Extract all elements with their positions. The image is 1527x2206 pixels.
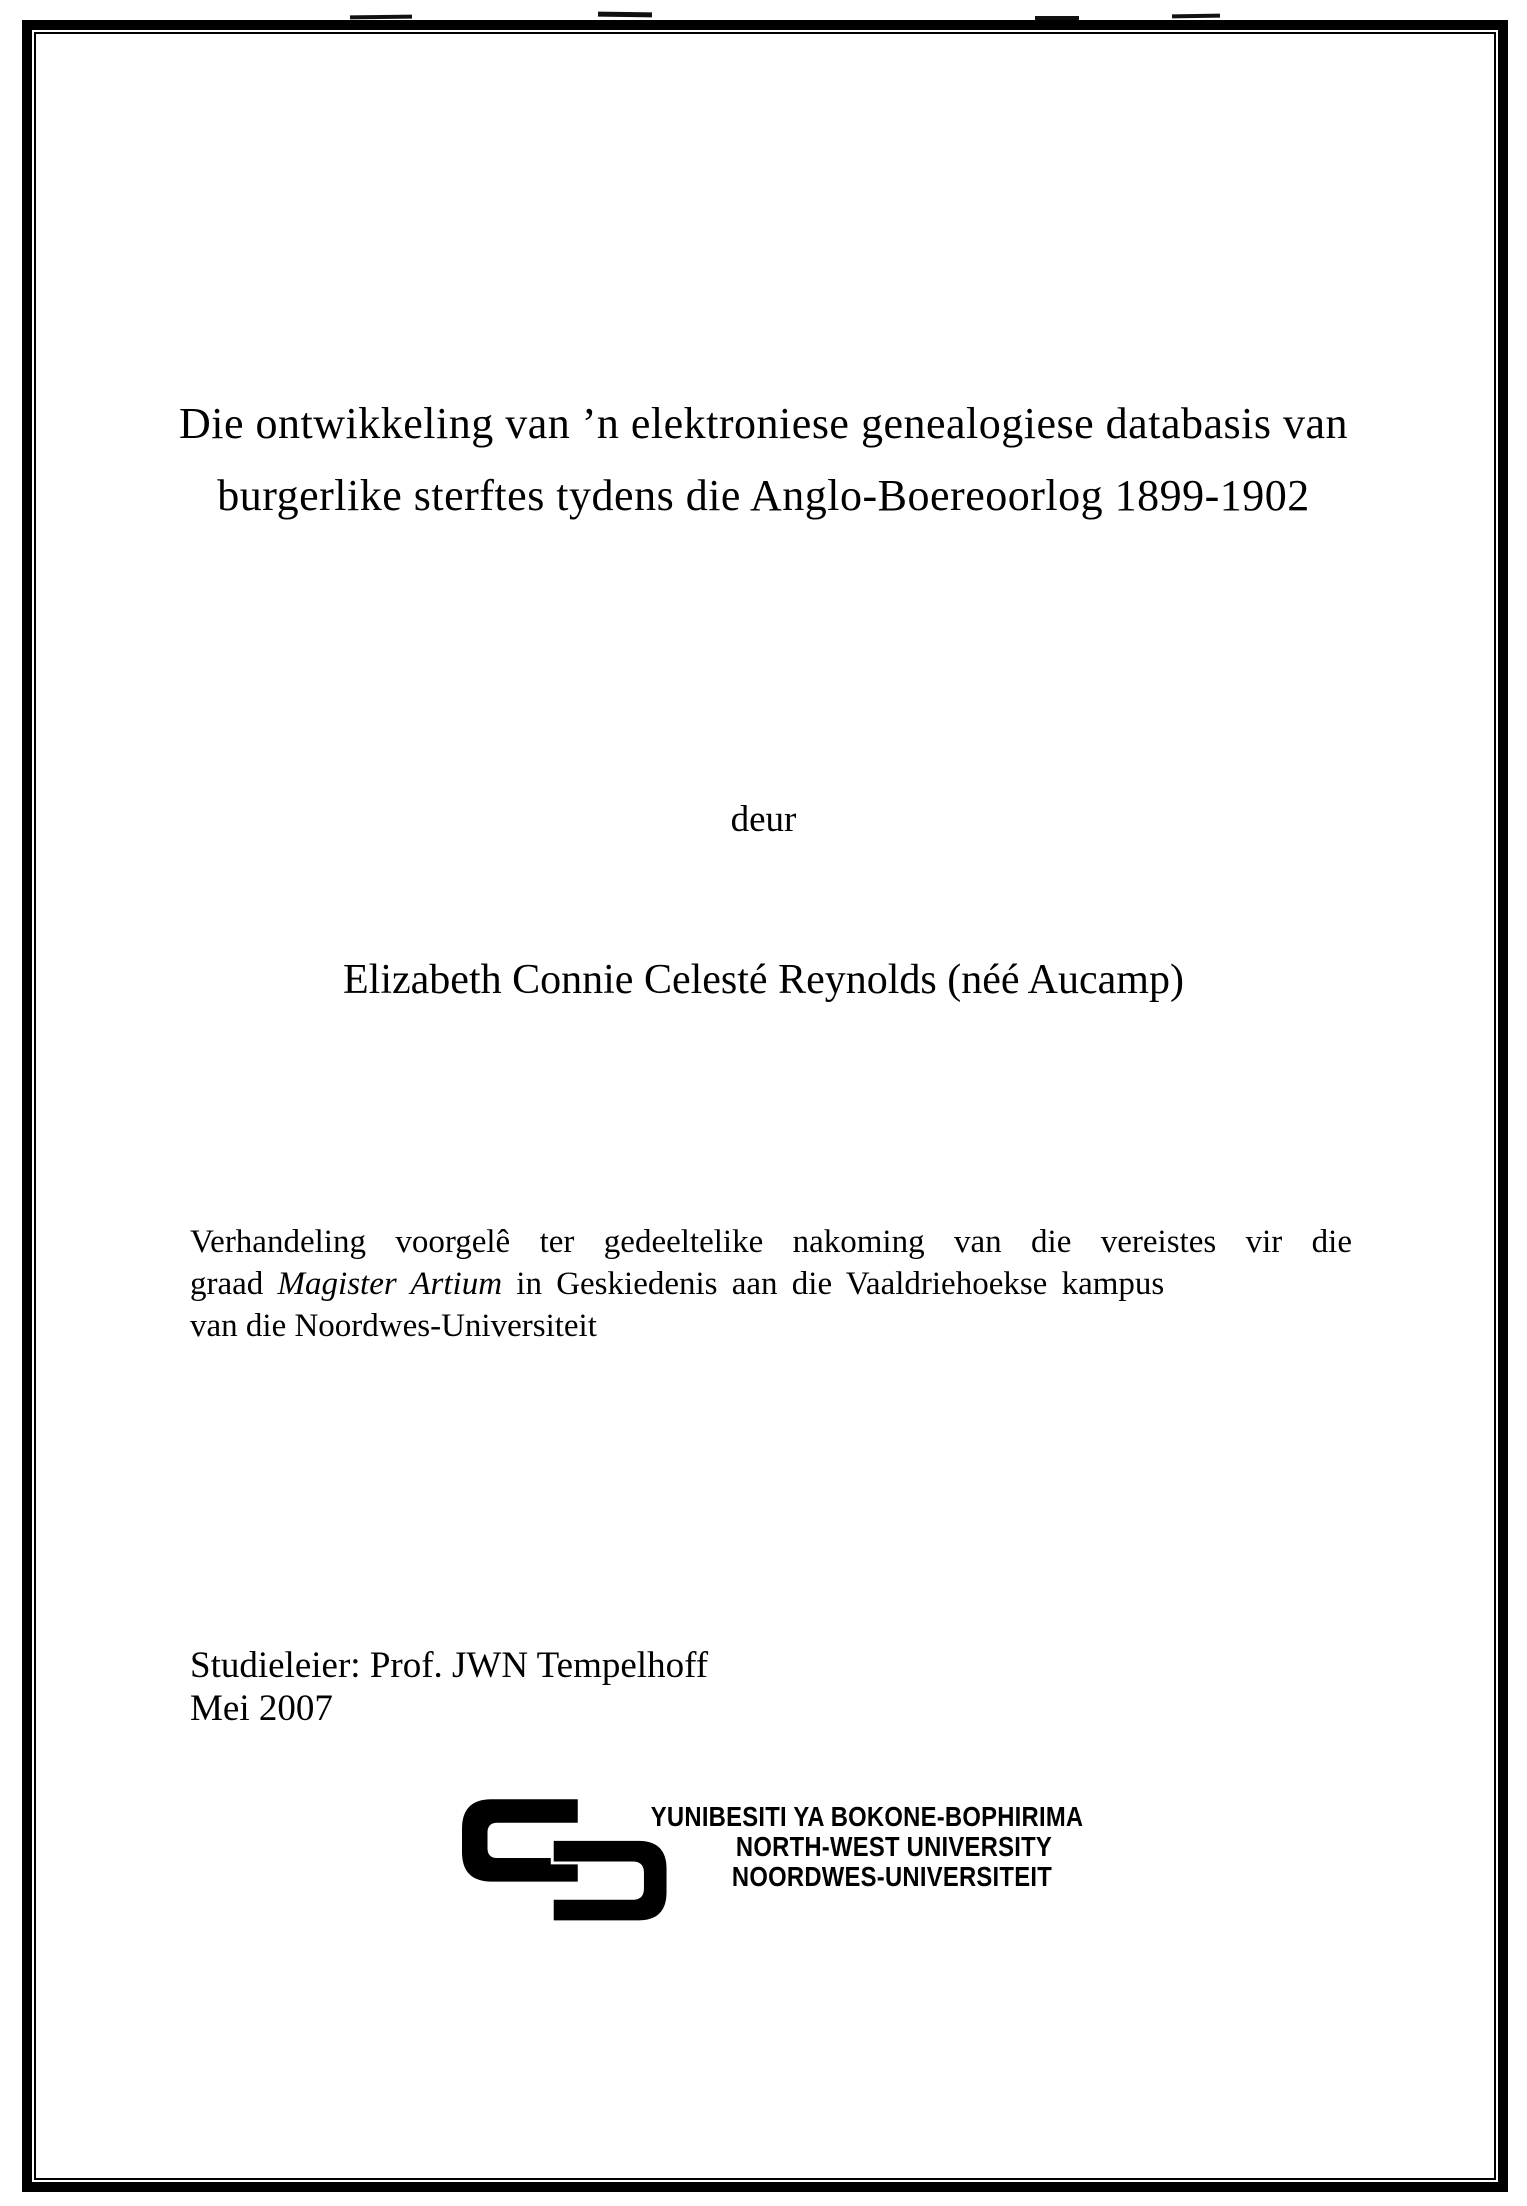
author-name: Elizabeth Connie Celesté Reynolds (néé Aucamp) — [343, 957, 1184, 1003]
university-logo — [462, 1799, 1084, 1944]
submission-line-1: Verhandeling voorgelê ter gedeeltelike nakoming van die vereistes vir die — [190, 1224, 1352, 1260]
degree-name-italic: Magister Artium — [277, 1266, 503, 1302]
submission-line-2 — [190, 1263, 1352, 1305]
thesis-title-line-1: Die ontwikkeling van ’n elektroniese genealogiese databasis van — [178, 399, 1348, 448]
thesis-title-line-2: burgerlike sterftes tydens die Anglo-Boereoorlog 1899-1902 — [217, 471, 1310, 520]
submission-line-3: van die Noordwes-Universiteit — [190, 1308, 597, 1344]
scan-speck — [350, 15, 412, 20]
submission-statement — [190, 1221, 1352, 1347]
logo-text-afrikaans: NOORDWES-UNIVERSITEIT — [731, 1861, 1052, 1892]
date-line: Mei 2007 — [190, 1688, 333, 1729]
scan-speck — [1172, 14, 1220, 19]
thesis-title — [60, 388, 1467, 532]
submission-line-2-post: in Geskiedenis aan die Vaaldriehoekse kampus — [516, 1266, 1165, 1302]
logo-text-setswana: YUNIBESITI YA BOKONE-BOPHIRIMA — [650, 1801, 1084, 1832]
logo-text-english: NORTH-WEST UNIVERSITY — [735, 1831, 1052, 1862]
supervisor-line: Studieleier: Prof. JWN Tempelhoff — [190, 1645, 709, 1686]
submission-line-2-pre: graad — [190, 1266, 264, 1302]
supervisor-block — [190, 1644, 708, 1730]
scan-speck — [598, 12, 652, 18]
nwu-chain-links-icon — [462, 1799, 668, 1922]
university-logo-text — [650, 1801, 1084, 1892]
byline-label: deur — [730, 799, 797, 840]
